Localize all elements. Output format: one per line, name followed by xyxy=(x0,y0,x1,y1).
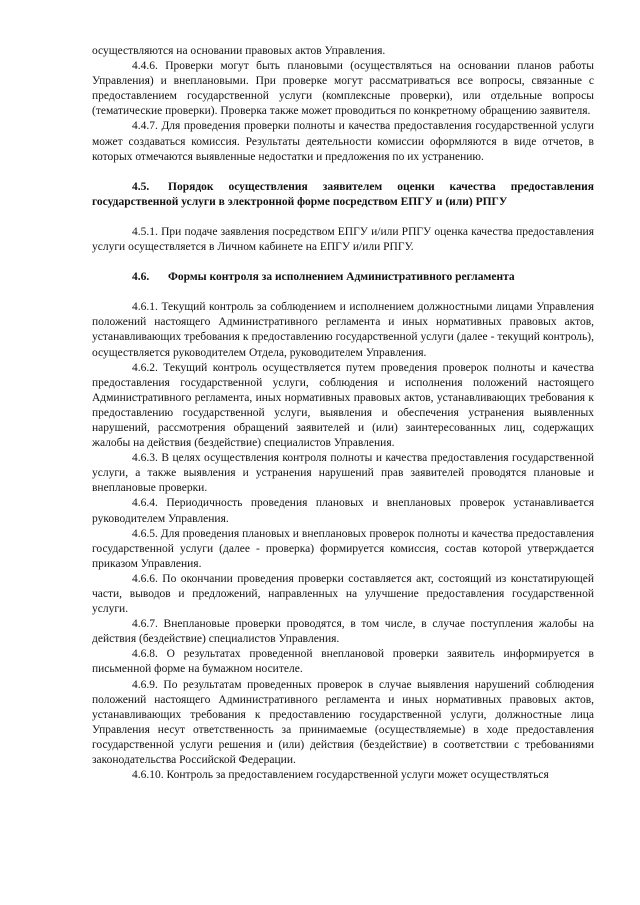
paragraph-4-6-7: 4.6.7. Внеплановые проверки проводятся, в том числе, в случае поступления жалобы на действия (бездействие) специалистов Управления. xyxy=(92,618,594,646)
section-heading-4-6 xyxy=(92,270,594,285)
paragraph-4-6-8: 4.6.8. О результатах проведенной внеплановой проверки заявитель информируется в письменной форме на бумажном носителе. xyxy=(92,648,594,676)
spacer xyxy=(92,210,594,225)
section-number: 4.6. xyxy=(132,271,150,284)
section-title: Порядок осуществления заявителем оценки качества предоставления государственной услуги в электронной форме посредством ЕПГУ и (или) РПГУ xyxy=(92,180,594,208)
section-number: 4.5. xyxy=(132,180,150,193)
paragraph-4-6-4: 4.6.4. Периодичность проведения плановых и внеплановых проверок устанавливается руководителем Управления. xyxy=(92,497,594,525)
paragraph-4-5-1: 4.5.1. При подаче заявления посредством ЕПГУ и/или РПГУ оценка качества предоставления услуги осуществляется в Личном кабинете на ЕПГУ и/или РПГУ. xyxy=(92,225,594,254)
section-heading-4-5 xyxy=(92,180,594,210)
paragraph-4-6-9: 4.6.9. По результатам проведенных проверок в случае выявления нарушений соблюдения положений настоящего Административного регламента и иных нормативных правовых актов, устанавливающих требования к предоставлению государственной услуги, должностные лица Управления несут ответственность за принимаемые (осуществляемые) в ходе предоставления государственной услуги решения и (или) действия (бездействие) в соответствии с требованиями законодательства Российской Федерации. xyxy=(92,678,594,767)
spacer xyxy=(92,285,594,300)
document-page xyxy=(92,44,594,783)
spacer xyxy=(92,255,594,270)
section-title: Формы контроля за исполнением Административного регламента xyxy=(168,271,515,284)
paragraph-4-6-1: 4.6.1. Текущий контроль за соблюдением и исполнением должностными лицами Управления положений настоящего Административного регламента и иных нормативных правовых актов, устанавливающих требования к предоставлению государственной услуги (далее - текущий контроль), осуществляется руководителем Отдела, руководителем Управления. xyxy=(92,301,594,359)
spacer xyxy=(92,165,594,180)
paragraph-continuation: осуществляются на основании правовых актов Управления. xyxy=(92,45,386,57)
paragraph-4-6-2: 4.6.2. Текущий контроль осуществляется путем проведения проверок полноты и качества предоставления государственной услуги, соблюдения и исполнения положений настоящего Административного регламента, иных нормативных правовых актов, устанавливающих требования к предоставлению государственной услуги, выявления и обеспечения устранения выявленных нарушений, рассмотрения обращений заявителей и (или) заинтересованных лиц, содержащих жалобы на действия (бездействие) специалистов Управления. xyxy=(92,361,594,450)
paragraph-4-6-6: 4.6.6. По окончании проведения проверки составляется акт, состоящий из констатирующей части, выводов и предложений, направленных на улучшение предоставления государственной услуги. xyxy=(92,572,594,616)
paragraph-4-6-10: 4.6.10. Контроль за предоставлением государственной услуги может осуществляться xyxy=(132,769,549,782)
paragraph-4-4-6: 4.4.6. Проверки могут быть плановыми (осуществляться на основании планов работы Управления) и внеплановыми. При проверке могут рассматриваться все вопросы, связанные с предоставлением государственной услуги (комплексные проверки), или отдельные вопросы (тематические проверки). Проверка также может проводиться по конкретному обращению заявителя. xyxy=(92,60,594,118)
paragraph-4-6-5: 4.6.5. Для проведения плановых и внеплановых проверок полноты и качества предоставления государственной услуги (далее - проверка) формируется комиссия, состав которой утверждается приказом Управления. xyxy=(92,527,594,570)
paragraph-4-6-3: 4.6.3. В целях осуществления контроля полноты и качества предоставления государственной услуги, а также выявления и устранения нарушений прав заявителей проводятся плановые и внеплановые проверки. xyxy=(92,452,594,495)
paragraph-4-4-7: 4.4.7. Для проведения проверки полноты и качества предоставления государственной услуги может создаваться комиссия. Результаты деятельности комиссии оформляются в виде отчетов, в которых отмечаются выявленные недостатки и предложения по их устранению. xyxy=(92,120,594,163)
